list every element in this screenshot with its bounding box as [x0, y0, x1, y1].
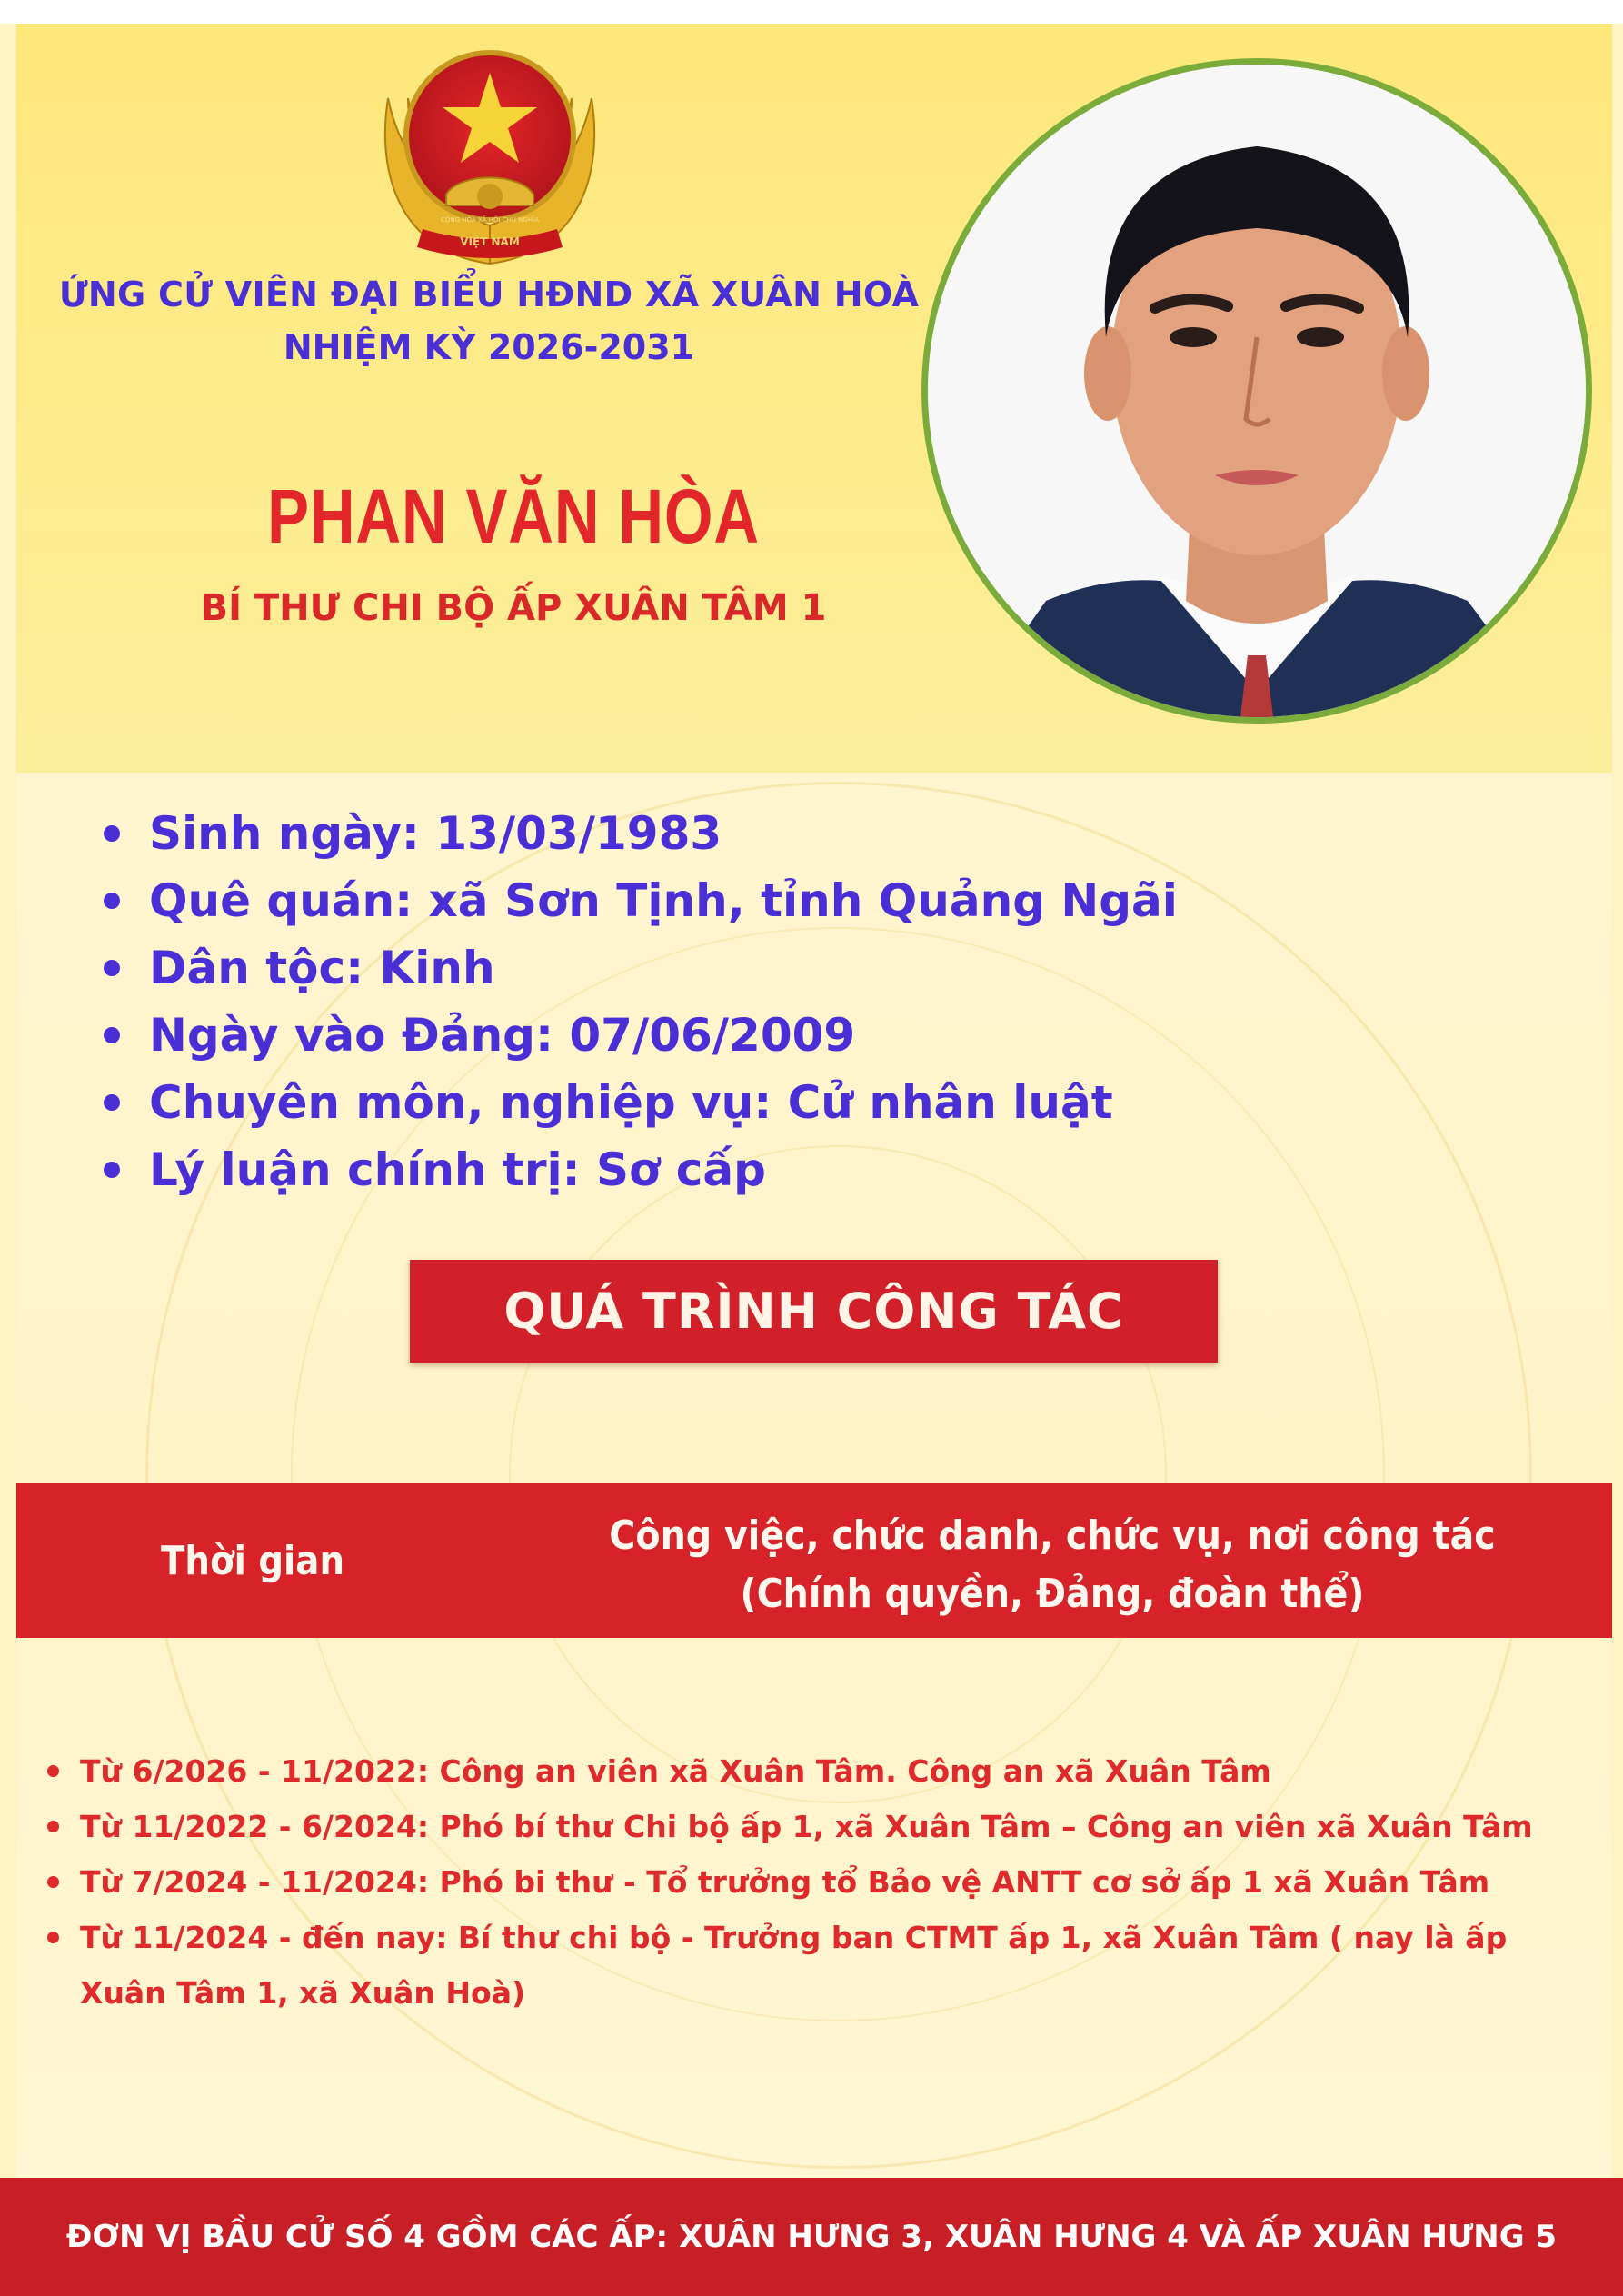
bullet-icon — [104, 1027, 120, 1043]
election-heading: ỨNG CỬ VIÊN ĐẠI BIỂU HĐND XÃ XUÂN HOÀ — [58, 275, 920, 314]
birth-date: Sinh ngày: 13/03/1983 — [149, 807, 722, 860]
bullet-icon — [104, 960, 120, 976]
list-item — [45, 1854, 1590, 1910]
list-item — [91, 1002, 1363, 1069]
hometown: Quê quán: xã Sơn Tịnh, tỉnh Quảng Ngãi — [149, 874, 1178, 927]
list-item — [91, 934, 1363, 1002]
bullet-icon — [47, 1876, 59, 1888]
column-header-job-line1: Công việc, chức danh, chức vụ, nơi công tác — [609, 1512, 1496, 1559]
work-history-banner — [410, 1260, 1218, 1363]
work-history-table-header — [16, 1483, 1612, 1638]
svg-text:VIỆT NAM: VIỆT NAM — [460, 235, 520, 248]
bullet-icon — [104, 893, 120, 909]
list-item — [45, 1743, 1590, 1799]
bullet-icon — [104, 825, 120, 842]
column-header-job-line2: (Chính quyền, Đảng, đoàn thể) — [740, 1571, 1365, 1617]
electoral-unit-text: ĐƠN VỊ BẦU CỬ SỐ 4 GỒM CÁC ẤP: XUÂN HƯNG 3, XUÂN HƯNG 4 VÀ ẤP XUÂN HƯNG 5 — [65, 2219, 1558, 2255]
list-item — [45, 1799, 1590, 1854]
personal-info-list — [91, 800, 1363, 1203]
column-header-job — [545, 1507, 1559, 1623]
work-history-entry: Từ 11/2024 - đến nay: Bí thư chi bộ - Trưởng ban CTMT ấp 1, xã Xuân Tâm ( nay là ấp Xuân Tâm 1, xã Xuân Hoà) — [80, 1920, 1508, 2011]
term-heading: NHIỆM KỲ 2026-2031 — [283, 327, 695, 367]
list-item — [91, 800, 1363, 867]
top-margin — [0, 0, 1623, 24]
list-item — [91, 867, 1363, 934]
profession: Chuyên môn, nghiệp vụ: Cử nhân luật — [149, 1076, 1113, 1129]
portrait-illustration — [928, 65, 1586, 717]
drum-watermark-center — [509, 1145, 1167, 1803]
work-history-entry: Từ 6/2026 - 11/2022: Công an viên xã Xuân Tâm. Công an xã Xuân Tâm — [80, 1753, 1271, 1789]
list-item — [91, 1136, 1363, 1203]
political-theory: Lý luận chính trị: Sơ cấp — [149, 1143, 766, 1196]
list-item — [45, 1910, 1590, 2021]
section-title: QUÁ TRÌNH CÔNG TÁC — [503, 1283, 1124, 1340]
bullet-icon — [104, 1162, 120, 1178]
bullet-icon — [47, 1821, 59, 1832]
party-join-date: Ngày vào Đảng: 07/06/2009 — [149, 1009, 856, 1062]
national-emblem-icon — [368, 35, 612, 273]
electoral-unit-footer — [0, 2178, 1623, 2296]
bullet-icon — [104, 1094, 120, 1111]
column-header-time: Thời gian — [160, 1537, 345, 1584]
list-item — [91, 1069, 1363, 1136]
bullet-icon — [47, 1932, 59, 1943]
candidate-name: PHAN VĂN HÒA — [267, 474, 760, 559]
work-history-entry: Từ 11/2022 - 6/2024: Phó bí thư Chi bộ ấp 1, xã Xuân Tâm – Công an viên xã Xuân Tâm — [80, 1809, 1533, 1844]
ethnicity: Dân tộc: Kinh — [149, 942, 495, 994]
work-history-list — [45, 1743, 1590, 2021]
bullet-icon — [47, 1765, 59, 1777]
svg-text:CỘNG HÒA XÃ HỘI CHỦ NGHĨA: CỘNG HÒA XÃ HỘI CHỦ NGHĨA — [440, 216, 540, 224]
work-history-entry: Từ 7/2024 - 11/2024: Phó bi thư - Tổ trưởng tổ Bảo vệ ANTT cơ sở ấp 1 xã Xuân Tâm — [80, 1864, 1490, 1900]
candidate-title: BÍ THƯ CHI BỘ ẤP XUÂN TÂM 1 — [200, 587, 827, 629]
candidate-portrait — [921, 58, 1592, 724]
